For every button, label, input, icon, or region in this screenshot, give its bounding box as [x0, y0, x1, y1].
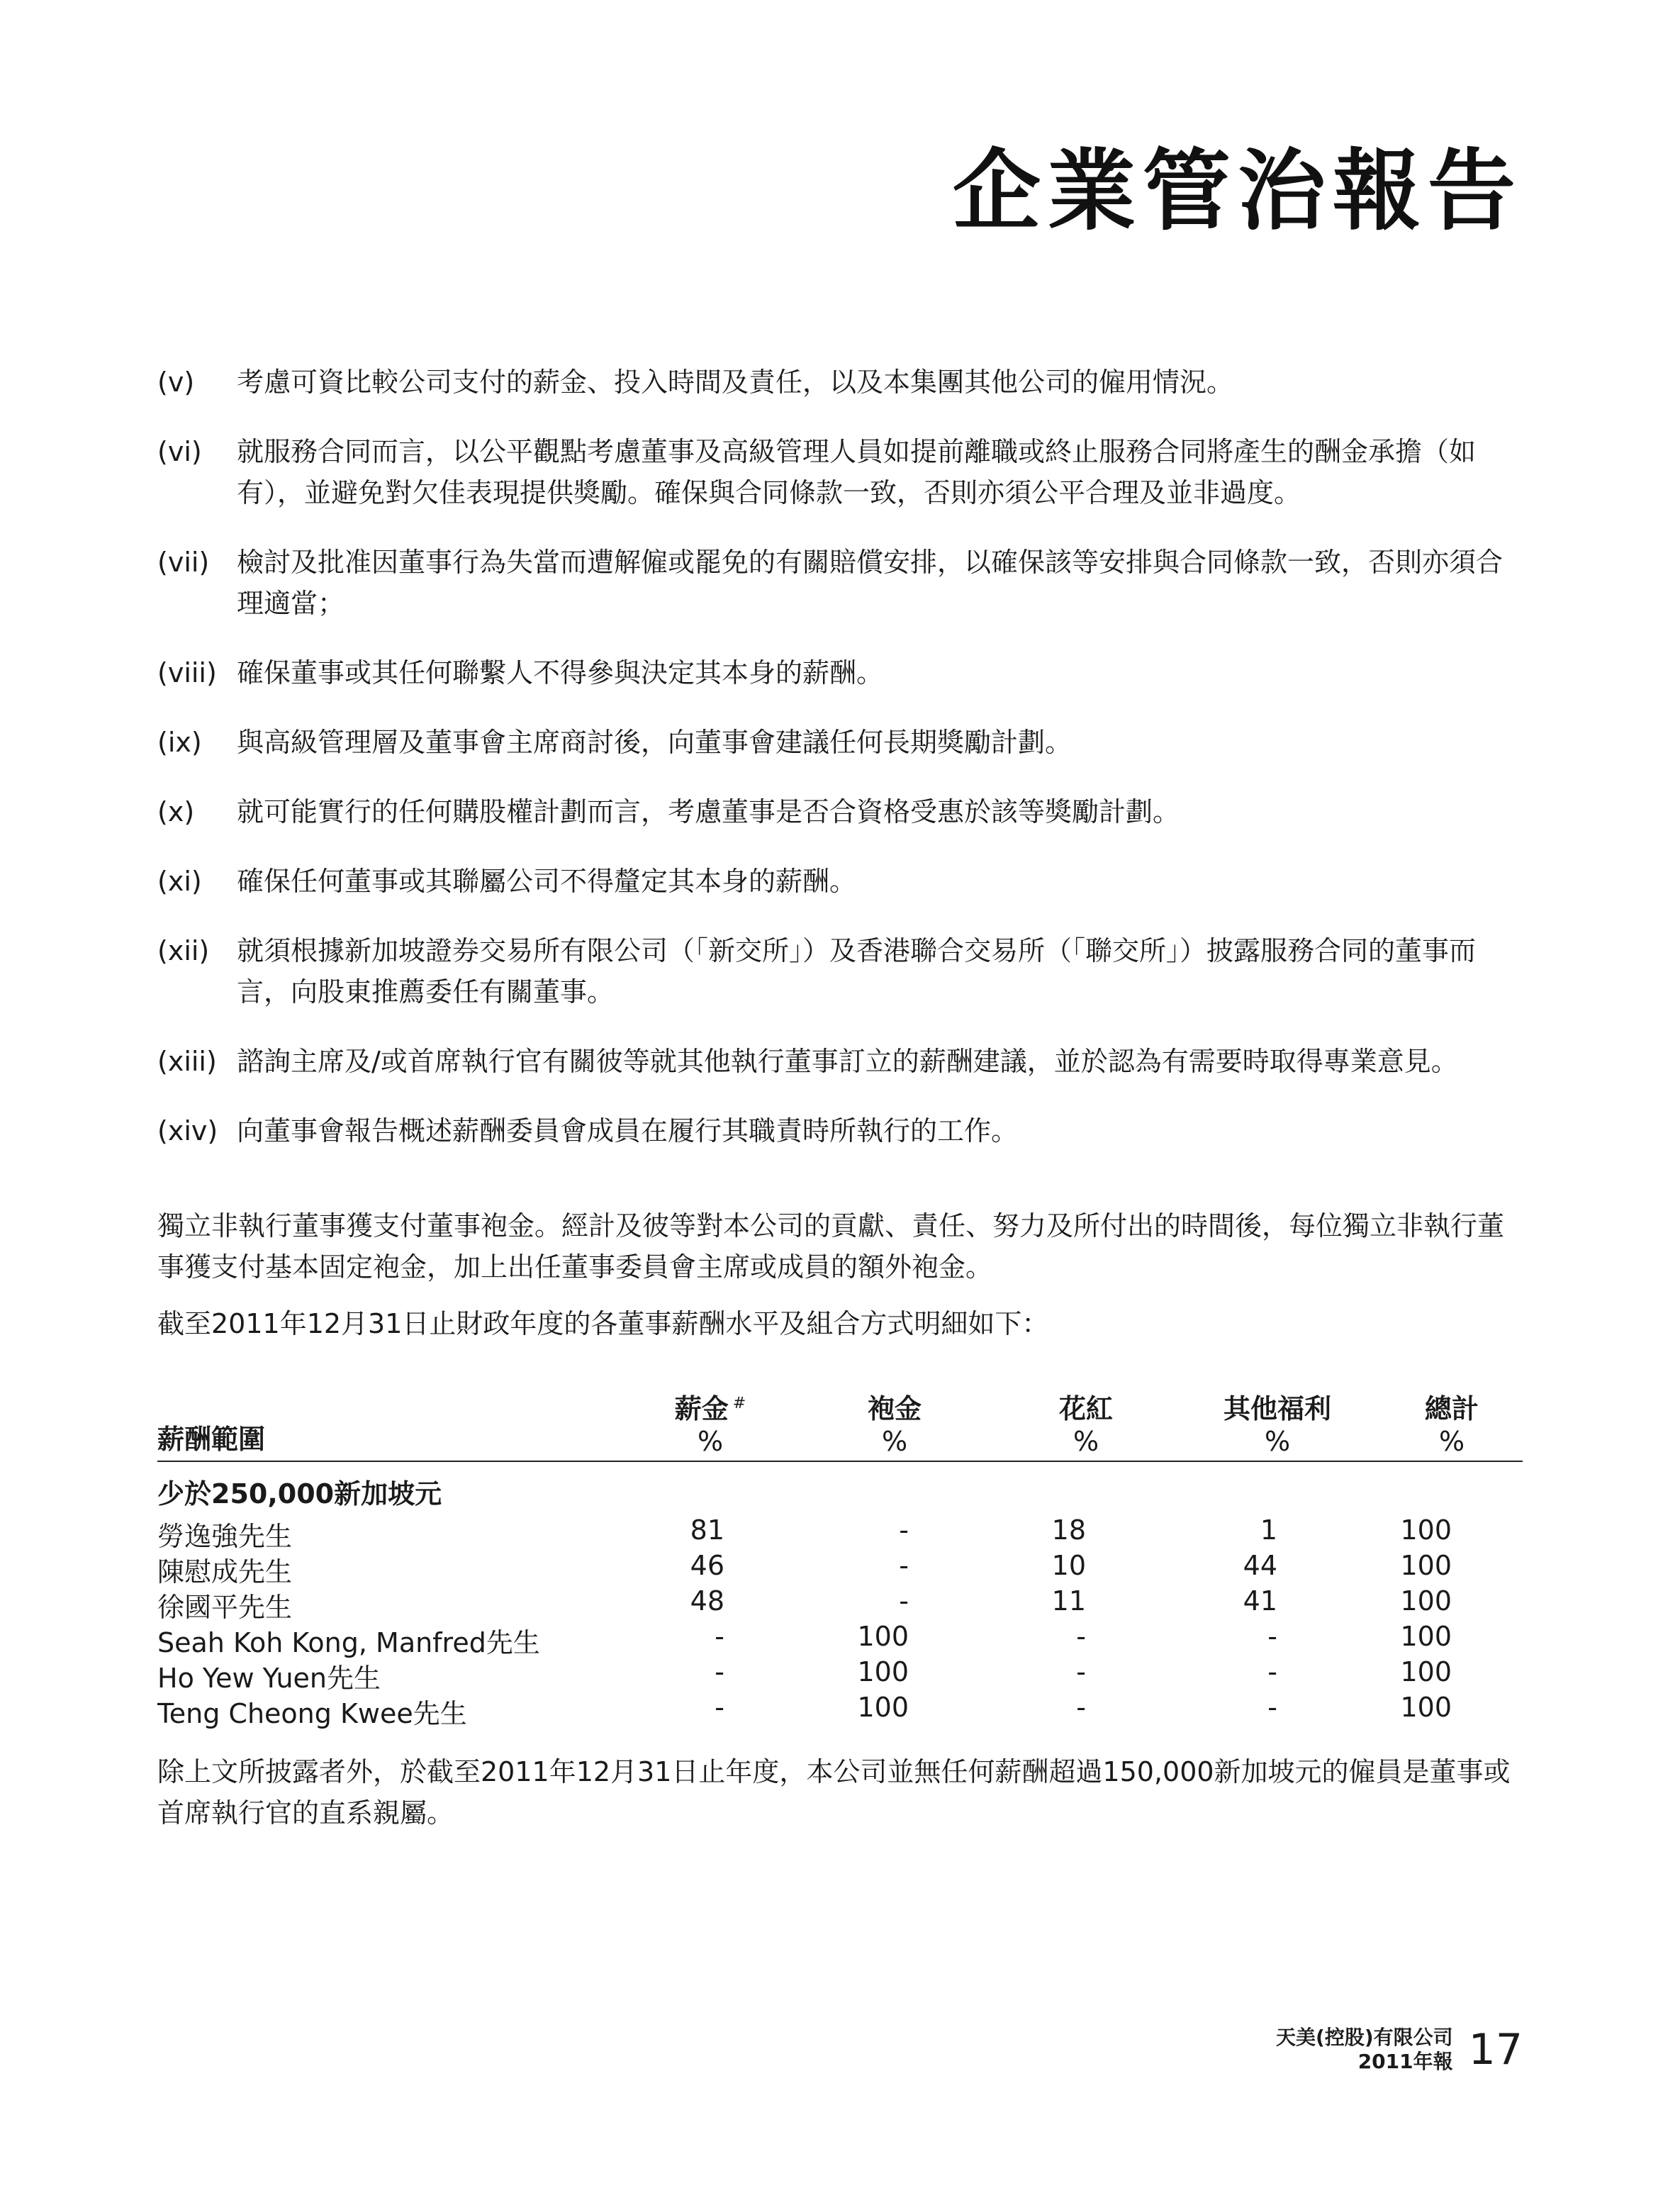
duties-list	[157, 362, 1525, 1180]
item-number: (xi)	[157, 866, 202, 897]
list-item	[157, 362, 1525, 403]
table-cell: -	[715, 1692, 724, 1723]
table-cell: 81	[690, 1514, 724, 1546]
table-cell: 100	[1400, 1550, 1452, 1581]
item-text: 與高級管理層及董事會主席商討後，向董事會建議任何長期獎勵計劃。	[237, 727, 1073, 758]
item-text: 就須根據新加坡證券交易所有限公司（「新交所」）及香港聯合交易所（「聯交所」）披露服務合同的董事而言，向股東推薦委任有關董事。	[237, 935, 1477, 1008]
table-cell: 100	[857, 1692, 909, 1723]
item-text: 就服務合同而言，以公平觀點考慮董事及高級管理人員如提前離職或終止服務合同將產生的酬金承擔（如有），並避免對欠佳表現提供獎勵。確保與合同條款一致，否則亦須公平合理及並非過度。	[237, 436, 1477, 508]
table-cell: -	[899, 1585, 909, 1617]
director-name: Ho Yew Yuen先生	[157, 1663, 381, 1694]
item-number: (v)	[157, 367, 195, 398]
paragraph-fees: 獨立非執行董事獲支付董事袍金。經計及彼等對本公司的貢獻、責任、努力及所付出的時間後，每位獨立非執行董事獲支付基本固定袍金，加上出任董事委員會主席或成員的額外袍金。	[157, 1210, 1505, 1283]
list-item	[157, 542, 1525, 624]
column-header	[639, 1387, 781, 1457]
table-cell: 10	[1051, 1550, 1086, 1581]
column-unit: %	[1073, 1426, 1099, 1457]
table-cell: 100	[1400, 1585, 1452, 1617]
table-cell: 11	[1051, 1585, 1086, 1617]
table-cell: 44	[1243, 1550, 1277, 1581]
table-cell: -	[1267, 1621, 1277, 1652]
item-text: 確保任何董事或其聯屬公司不得釐定其本身的薪酬。	[237, 866, 857, 897]
column-unit: %	[1264, 1426, 1291, 1457]
table-row	[157, 1621, 1523, 1656]
table-row	[157, 1692, 1523, 1727]
column-header	[1381, 1387, 1523, 1457]
item-text: 檢討及批准因董事行為失當而遭解僱或罷免的有關賠償安排，以確保該等安排與合同條款一致，否則亦須合理適當；	[237, 547, 1503, 619]
list-item	[157, 1110, 1525, 1151]
item-text: 向董事會報告概述薪酬委員會成員在履行其職責時所執行的工作。	[237, 1115, 1019, 1146]
column-unit: %	[697, 1426, 724, 1457]
column-header	[824, 1387, 965, 1457]
table-cell: 100	[1400, 1621, 1452, 1652]
item-text: 確保董事或其任何聯繫人不得參與決定其本身的薪酬。	[237, 657, 884, 688]
table-cell: -	[899, 1514, 909, 1546]
column-label: 總計	[1424, 1393, 1479, 1424]
list-item	[157, 1041, 1525, 1082]
item-number: (xiii)	[157, 1046, 217, 1077]
table-cell: -	[1076, 1656, 1086, 1687]
item-number: (vi)	[157, 436, 202, 467]
list-item	[157, 791, 1525, 832]
table-header	[157, 1383, 1523, 1462]
item-number: (x)	[157, 796, 195, 827]
table-cell: -	[1267, 1692, 1277, 1723]
director-name: 陳慰成先生	[157, 1556, 293, 1587]
director-name: Seah Koh Kong, Manfred先生	[157, 1627, 540, 1658]
table-row	[157, 1585, 1523, 1621]
table-cell: -	[1267, 1656, 1277, 1687]
table-cell: 18	[1051, 1514, 1086, 1546]
paragraph-disclosure: 除上文所披露者外，於截至2011年12月31日止年度，本公司並無任何薪酬超過150,000新加坡元的僱員是董事或首席執行官的直系親屬。	[157, 1756, 1511, 1829]
column-label: 其他福利	[1223, 1393, 1331, 1424]
list-item	[157, 431, 1525, 513]
table-cell: -	[715, 1621, 724, 1652]
page-title: 企業管治報告	[952, 140, 1523, 242]
director-name: 勞逸強先生	[157, 1521, 293, 1552]
table-cell: 41	[1243, 1585, 1277, 1617]
company-block	[1276, 2026, 1453, 2074]
column-header	[1185, 1387, 1370, 1457]
list-item	[157, 861, 1525, 902]
table-body	[157, 1514, 1523, 1727]
table-cell: -	[1076, 1692, 1086, 1723]
column-unit: %	[881, 1426, 908, 1457]
column-label: 薪金	[674, 1393, 729, 1424]
item-text: 諮詢主席及/或首席執行官有關彼等就其他執行董事訂立的薪酬建議，並於認為有需要時取得專業意見。	[237, 1046, 1458, 1077]
table-cell: -	[899, 1550, 909, 1581]
item-number: (vii)	[157, 547, 210, 578]
table-cell: 48	[690, 1585, 724, 1617]
range-band: 少於250,000新加坡元	[157, 1478, 442, 1509]
item-text: 就可能實行的任何購股權計劃而言，考慮董事是否合資格受惠於該等獎勵計劃。	[237, 796, 1180, 827]
report-label: 2011年報	[1357, 2050, 1453, 2073]
column-header	[1015, 1387, 1157, 1457]
table-cell: -	[715, 1656, 724, 1687]
table-cell: 100	[1400, 1656, 1452, 1687]
column-unit: %	[1438, 1426, 1465, 1457]
column-footnote-mark: #	[732, 1395, 746, 1413]
table-row	[157, 1656, 1523, 1692]
table-cell: 1	[1260, 1514, 1277, 1546]
director-name: 徐國平先生	[157, 1592, 293, 1623]
item-number: (xiv)	[157, 1115, 218, 1146]
paragraph-intro: 截至2011年12月31日止財政年度的各董事薪酬水平及組合方式明細如下：	[157, 1308, 1049, 1339]
list-item	[157, 722, 1525, 763]
remuneration-table	[157, 1383, 1523, 1727]
list-item	[157, 930, 1525, 1012]
table-cell: 100	[1400, 1514, 1452, 1546]
page-footer	[1276, 2025, 1523, 2075]
company-name: 天美(控股)有限公司	[1276, 2026, 1453, 2049]
list-item	[157, 652, 1525, 693]
table-cell: -	[1076, 1621, 1086, 1652]
column-label: 袍金	[867, 1393, 922, 1424]
table-cell: 46	[690, 1550, 724, 1581]
page-number: 17	[1468, 2025, 1523, 2075]
item-number: (ix)	[157, 727, 202, 758]
item-text: 考慮可資比較公司支付的薪金、投入時間及責任，以及本集團其他公司的僱用情況。	[237, 367, 1234, 398]
table-cell: 100	[857, 1621, 909, 1652]
item-number: (xii)	[157, 935, 210, 966]
range-header: 薪酬範圍	[157, 1424, 266, 1455]
column-label: 花紅	[1058, 1393, 1113, 1424]
table-row	[157, 1514, 1523, 1550]
item-number: (viii)	[157, 657, 217, 688]
table-cell: 100	[1400, 1692, 1452, 1723]
director-name: Teng Cheong Kwee先生	[157, 1698, 467, 1729]
table-row	[157, 1550, 1523, 1585]
table-cell: 100	[857, 1656, 909, 1687]
